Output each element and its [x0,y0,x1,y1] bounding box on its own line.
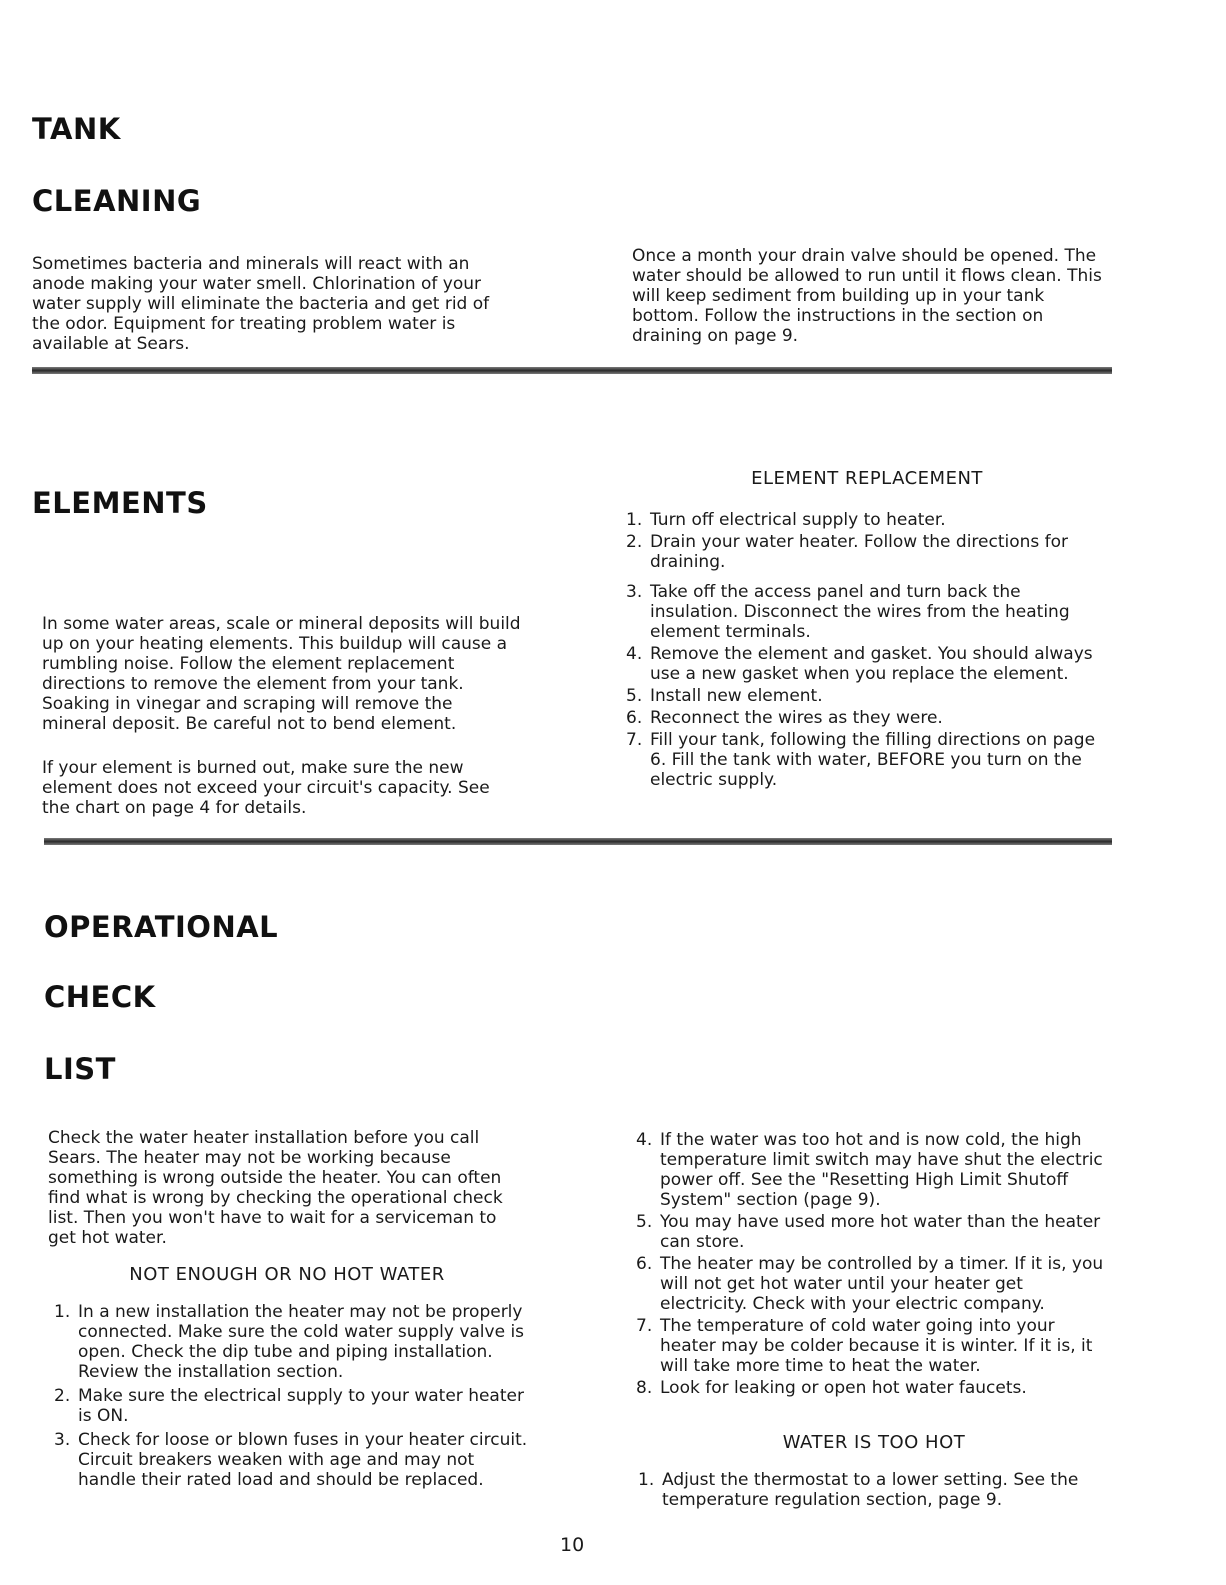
step-text: The temperature of cold water going into your heater may be colder because it is winter. If it is, it will take more time to heat the water. [660,1316,1093,1376]
list-item [636,1130,1112,1210]
list-item [626,510,1106,530]
step-number: 8. [636,1378,653,1398]
not-enough-hot-water-title: NOT ENOUGH OR NO HOT WATER [129,1264,445,1285]
step-text: Check for loose or blown fuses in your heater circuit. Circuit breakers weaken with age and may not handle their rated load and should be replaced. [78,1430,528,1490]
list-item [626,686,1106,706]
list-item [626,708,1106,728]
elements-heading: ELEMENTS [32,486,208,520]
step-number: 4. [626,644,643,664]
step-number: 5. [626,686,643,706]
step-number: 3. [626,582,643,602]
list-heading: LIST [44,1052,116,1086]
operational-heading: OPERATIONAL [44,910,279,944]
step-text: Turn off electrical supply to heater. [650,510,946,530]
tank-heading: TANK [32,112,121,146]
element-replacement-title: ELEMENT REPLACEMENT [751,468,983,489]
step-number: 7. [636,1316,653,1336]
step-text: The heater may be controlled by a timer. If it is, you will not get hot water until your heater get electricity. Check with your electric company. [660,1254,1104,1314]
step-text: In a new installation the heater may not be properly connected. Make sure the cold water supply valve is open. Check the dip tube and piping installation. Review the installation section. [78,1302,525,1382]
step-text: Install new element. [650,686,823,706]
water-too-hot-title: WATER IS TOO HOT [782,1432,966,1453]
step-text: Make sure the electrical supply to your water heater is ON. [78,1386,524,1426]
step-number: 7. [626,730,643,750]
step-text: Look for leaking or open hot water faucets. [660,1378,1027,1398]
operational-intro: Check the water heater installation before you call Sears. The heater may not be working because something is wrong outside the heater. You can often find what is wrong by checking the operational check list. Then you won't have to wait for a serviceman to get hot water. [48,1128,503,1248]
step-text: If the water was too hot and is now cold, the high temperature limit switch may have shut the electric power off. See the "Resetting High Limit Shutoff System" section (page 9). [660,1130,1103,1210]
step-text: Remove the element and gasket. You should always use a new gasket when you replace the element. [650,644,1093,684]
check-heading: CHECK [44,980,156,1014]
step-number: 2. [54,1386,71,1406]
step-text: Take off the access panel and turn back the insulation. Disconnect the wires from the heating element terminals. [650,582,1070,642]
list-item [638,1470,1114,1510]
step-number: 6. [626,708,643,728]
elements-text-1: In some water areas, scale or mineral deposits will build up on your heating elements. This buildup will cause a rumbling noise. Follow the element replacement directions to remove the element from your tank. Soaking in vinegar and scraping will remove the mineral deposit. Be careful not to bend element. [42,614,521,734]
step-number: 2. [626,532,643,552]
step-number: 3. [54,1430,71,1450]
list-item [626,532,1106,572]
too-hot-list [638,1470,1114,1514]
step-number: 1. [626,510,643,530]
section-divider [32,367,1112,374]
step-text: Adjust the thermostat to a lower setting. See the temperature regulation section, page 9. [662,1470,1079,1510]
list-item [626,730,1106,790]
step-text: Fill your tank, following the filling directions on page 6. Fill the tank with water, BEFORE you turn on the electric supply. [650,730,1096,790]
page-number: 10 [560,1534,585,1556]
tank-cleaning-right-text: Once a month your drain valve should be opened. The water should be allowed to run until it flows clean. This will keep sediment from building up in your tank bottom. Follow the instructions in the section on draining on page 9. [632,246,1102,346]
not-enough-list-right [636,1130,1112,1400]
list-item [54,1302,530,1382]
step-number: 4. [636,1130,653,1150]
section-divider [44,838,1112,845]
list-item [626,644,1106,684]
elements-text-2: If your element is burned out, make sure the new element does not exceed your circuit's capacity. See the chart on page 4 for details. [42,758,490,818]
step-number: 5. [636,1212,653,1232]
list-item [636,1378,1112,1398]
list-item [636,1316,1112,1376]
step-text: You may have used more hot water than the heater can store. [660,1212,1101,1252]
step-number: 6. [636,1254,653,1274]
list-item [636,1254,1112,1314]
step-text: Drain your water heater. Follow the directions for draining. [650,532,1069,572]
tank-cleaning-left-text: Sometimes bacteria and minerals will react with an anode making your water smell. Chlorination of your water supply will eliminate the bacteria and get rid of the odor. Equipment for treating problem water is available at Sears. [32,254,490,354]
list-item [54,1430,530,1490]
cleaning-heading: CLEANING [32,184,202,218]
element-replacement-steps [626,510,1106,792]
list-item [54,1386,530,1426]
list-item [636,1212,1112,1252]
not-enough-list-left [54,1302,530,1494]
list-item [626,582,1106,642]
step-text: Reconnect the wires as they were. [650,708,943,728]
step-number: 1. [638,1470,655,1490]
step-number: 1. [54,1302,71,1322]
